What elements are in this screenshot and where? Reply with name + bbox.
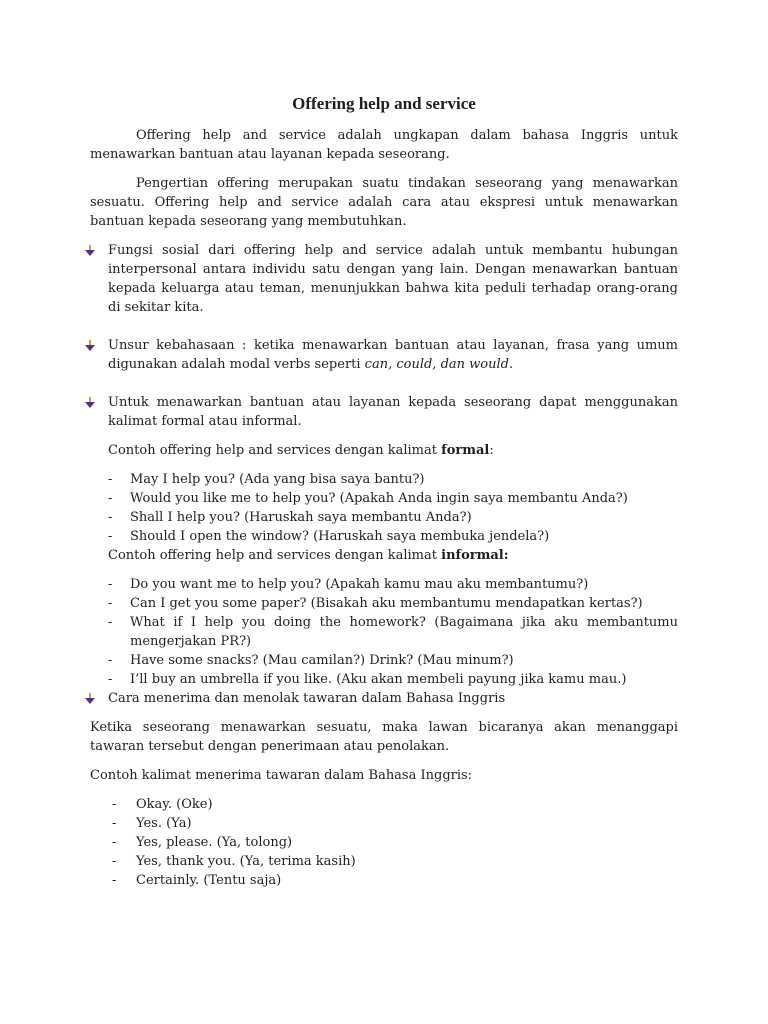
intro-paragraph-1: Offering help and service adalah ungkapan dalam bahasa Inggris untuk menawarkan bantuan atau layanan kepada seseorang.	[90, 128, 678, 162]
bullet-cara	[90, 689, 678, 708]
formal-intro	[90, 441, 678, 460]
unsur-italic: can, could, dan would.	[364, 357, 514, 372]
informal-list	[90, 575, 678, 689]
intro-paragraph-2: Pengertian offering merupakan suatu tindakan seseorang yang menawarkan sesuatu. Offering help and service adalah cara atau ekspresi untuk menawarkan bantuan kepada seseorang yang membutuhkan.	[90, 176, 678, 229]
list-item	[108, 613, 678, 651]
dash-marker: -	[112, 797, 117, 812]
unsur-text: Unsur kebahasaan : ketika menawarkan bantuan atau layanan, frasa yang umum digunakan adalah modal verbs seperti	[108, 338, 678, 372]
list-item	[112, 871, 678, 890]
list-item-text: I’ll buy an umbrella if you like. (Aku akan membeli payung jika kamu mau.)	[130, 672, 627, 687]
page-title: Offering help and service	[292, 94, 476, 113]
formal-list	[90, 470, 678, 546]
dash-marker: -	[112, 854, 117, 869]
list-item-text: May I help you? (Ada yang bisa saya bantu?)	[130, 472, 425, 487]
list-item-text: Okay. (Oke)	[136, 797, 213, 812]
bullet-unsur	[90, 336, 678, 374]
list-item	[108, 651, 678, 670]
list-item	[108, 575, 678, 594]
formal-intro-end: :	[489, 443, 494, 458]
list-item	[112, 833, 678, 852]
dash-marker: -	[108, 577, 113, 592]
informal-intro	[90, 546, 678, 565]
dash-marker: -	[108, 491, 113, 506]
bullet-fungsi-text: Fungsi sosial dari offering help and service adalah untuk membantu hubungan interpersonal antara individu satu dengan yang lain. Dengan menawarkan bantuan kepada keluarga atau teman, menunjukkan bahwa kita peduli terhadap orang-orang di sekitar kita.	[108, 243, 678, 315]
list-item-text: Yes, thank you. (Ya, terima kasih)	[136, 854, 356, 869]
dash-marker: -	[108, 529, 113, 544]
dash-marker: -	[108, 615, 113, 630]
list-item-text: Yes, please. (Ya, tolong)	[136, 835, 293, 850]
list-item-text: Shall I help you? (Haruskah saya membantu Anda?)	[130, 510, 472, 525]
list-item	[112, 852, 678, 871]
informal-intro-bold: informal:	[441, 548, 509, 563]
list-item	[108, 489, 678, 508]
dash-marker: -	[108, 510, 113, 525]
arrow-down-bullet-icon	[84, 397, 96, 409]
list-item-text: Do you want me to help you? (Apakah kamu mau aku membantumu?)	[130, 577, 589, 592]
arrow-down-bullet-icon	[84, 245, 96, 257]
list-item	[108, 670, 678, 689]
accept-list	[90, 795, 678, 890]
dash-marker: -	[108, 653, 113, 668]
list-item	[112, 795, 678, 814]
dash-marker: -	[112, 816, 117, 831]
list-item-text: What if I help you doing the homework? (Bagaimana jika aku membantumu mengerjakan PR?)	[130, 615, 678, 649]
bullet-untuk-text: Untuk menawarkan bantuan atau layanan kepada seseorang dapat menggunakan kalimat formal atau informal.	[108, 395, 678, 429]
formal-intro-bold: formal	[441, 443, 490, 458]
list-item	[108, 527, 678, 546]
ketika-paragraph: Ketika seseorang menawarkan sesuatu, maka lawan bicaranya akan menanggapi tawaran tersebut dengan penerimaan atau penolakan.	[90, 720, 678, 754]
dash-marker: -	[108, 472, 113, 487]
list-item-text: Should I open the window? (Haruskah saya membuka jendela?)	[130, 529, 550, 544]
list-item-text: Certainly. (Tentu saja)	[136, 873, 282, 888]
bullet-fungsi	[90, 241, 678, 317]
dash-marker: -	[108, 672, 113, 687]
list-item	[112, 814, 678, 833]
dash-marker: -	[108, 596, 113, 611]
contoh-menerima: Contoh kalimat menerima tawaran dalam Bahasa Inggris:	[90, 768, 473, 783]
bullet-cara-text: Cara menerima dan menolak tawaran dalam Bahasa Inggris	[108, 691, 506, 706]
arrow-down-bullet-icon	[84, 340, 96, 352]
list-item-text: Would you like me to help you? (Apakah Anda ingin saya membantu Anda?)	[130, 491, 628, 506]
list-item-text: Can I get you some paper? (Bisakah aku membantumu mendapatkan kertas?)	[130, 596, 643, 611]
bullet-untuk	[90, 393, 678, 431]
list-item-text: Yes. (Ya)	[136, 816, 192, 831]
list-item	[108, 594, 678, 613]
dash-marker: -	[112, 873, 117, 888]
bullet-unsur-text	[108, 336, 678, 374]
list-item-text: Have some snacks? (Mau camilan?) Drink? (Mau minum?)	[130, 653, 514, 668]
informal-intro-text: Contoh offering help and services dengan kalimat	[108, 548, 442, 563]
arrow-down-bullet-icon	[84, 693, 96, 705]
formal-intro-text: Contoh offering help and services dengan kalimat	[108, 443, 442, 458]
list-item	[108, 470, 678, 489]
dash-marker: -	[112, 835, 117, 850]
list-item	[108, 508, 678, 527]
